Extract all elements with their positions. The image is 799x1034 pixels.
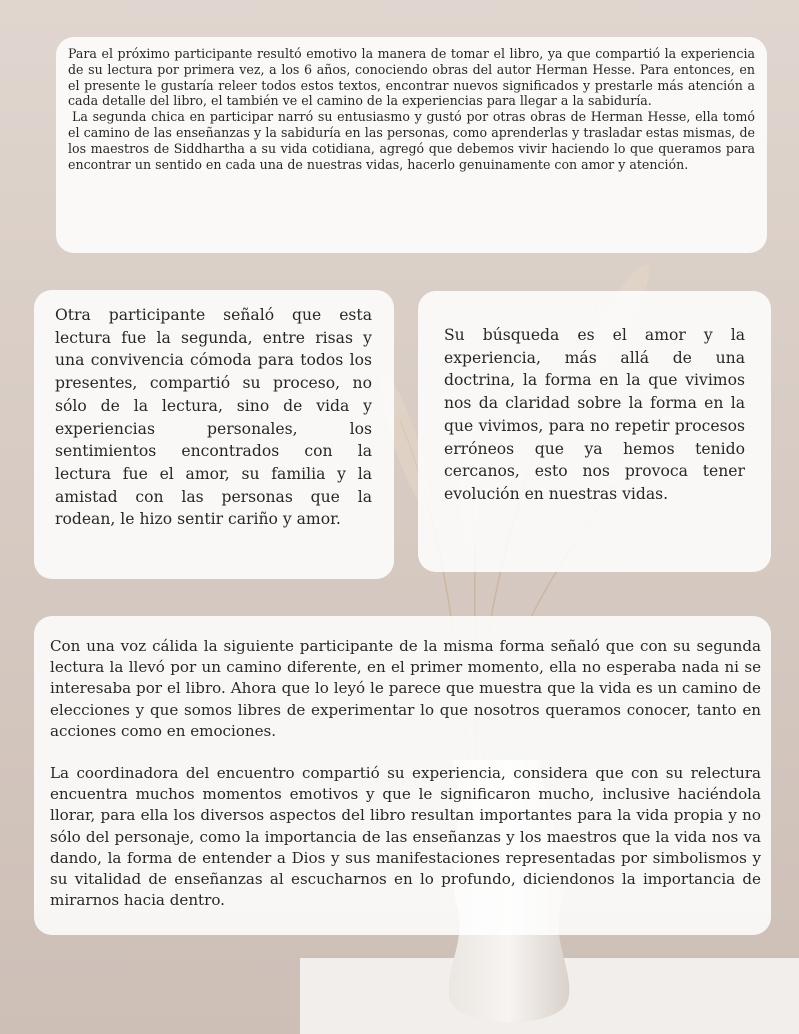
left-text-card	[34, 290, 394, 579]
intro-paragraph-1: Para el próximo participante resultó emotivo la manera de tomar el libro, ya que compartió la experiencia de su lectura por primera vez, a los 6 años, conociendo obras del autor Herman Hesse. Para entonces, en el presente le gustaría releer todos estos textos, encontrar nuevos significados y prestarle más atención a cada detalle del libro, el también ve el camino de la experiencias para llegar a la sabiduría.	[68, 46, 755, 109]
left-paragraph: Otra participante señaló que esta lectura fue la segunda, entre risas y una convivencia cómoda para todos los presentes, compartió su proceso, no sólo de la lectura, sino de vida y experiencias personales, los sentimientos encontrados con la lectura fue el amor, su familia y la amistad con las personas que la rodean, le hizo sentir cariño y amor.	[55, 306, 372, 529]
bottom-paragraph-1: Con una voz cálida la siguiente participante de la misma forma señaló que con su segunda lectura la llevó por un camino diferente, en el primer momento, ella no esperaba nada ni se interesaba por el libro. Ahora que lo leyó le parece que muestra que la vida es un camino de elecciones y que somos libres de experimentar lo que nosotros queramos conocer, tanto en acciones como en emociones.	[50, 637, 761, 740]
intro-paragraph-2: La segunda chica en participar narró su entusiasmo y gustó por otras obras de Herman Hesse, ella tomó el camino de las enseñanzas y la sabiduría en las personas, como aprenderlas y trasladar estas mismas, de los maestros de Siddhartha a su vida cotidiana, agregó que debemos vivir haciendo lo que queramos para encontrar un sentido en cada una de nuestras vidas, hacerlo genuinamente con amor y atención.	[68, 109, 755, 172]
bottom-text-card	[34, 616, 771, 935]
right-text-card	[418, 291, 771, 572]
intro-text-card	[56, 37, 767, 253]
right-paragraph: Su búsqueda es el amor y la experiencia, más allá de una doctrina, la forma en la que vivimos nos da claridad sobre la forma en la que vivimos, para no repetir procesos erróneos que ya hemos tenido cercanos, esto nos provoca tener evolución en nuestras vidas.	[444, 326, 745, 503]
bottom-paragraph-2: La coordinadora del encuentro compartió su experiencia, considera que con su relectura encuentra muchos momentos emotivos y que le significaron mucho, inclusive haciéndola llorar, para ella los diversos aspectos del libro resultan importantes para la vida propia y no sólo del personaje, como la importancia de las enseñanzas y los maestros que la vida nos va dando, la forma de entender a Dios y sus manifestaciones representadas por simbolismos y su vitalidad de enseñanzas al escucharnos en lo profundo, diciendonos la importancia de mirarnos hacia dentro.	[50, 764, 761, 910]
